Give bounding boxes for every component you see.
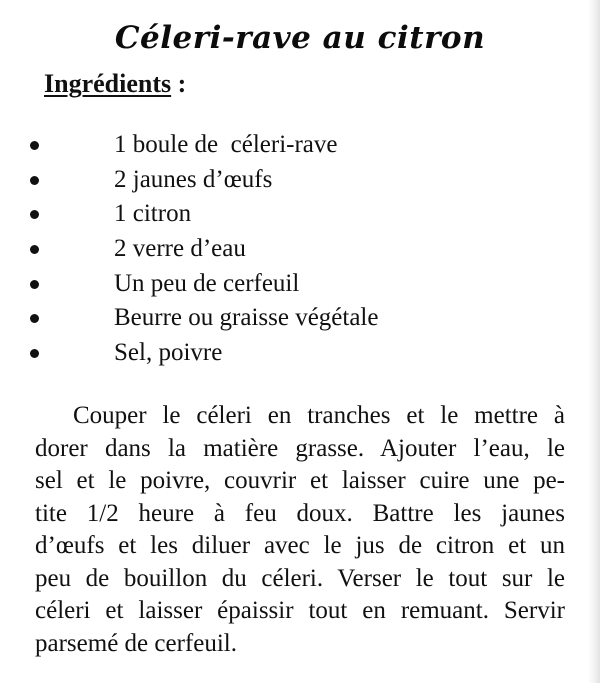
instructions-line: peu de bouillon du céleri. Verser le tout sur le — [35, 564, 565, 592]
ingredients-heading — [44, 69, 186, 99]
instructions-line: d’œufs et les diluer avec le jus de citron et un — [35, 532, 565, 559]
bullet-icon — [30, 349, 39, 358]
instructions-line: tite 1/2 heure à feu doux. Battre les jaunes — [35, 499, 565, 527]
recipe-title: Céleri-rave au citron — [114, 20, 486, 56]
bullet-icon — [30, 245, 39, 254]
bullet-icon — [30, 314, 39, 323]
ingredient-text: 1 citron — [114, 200, 192, 228]
page-edge-shadow — [588, 0, 600, 683]
bullet-icon — [30, 210, 39, 219]
ingredient-text: Un peu de cerfeuil — [114, 269, 300, 297]
ingredients-heading-label: Ingrédients — [44, 69, 172, 98]
bullet-icon — [30, 176, 39, 185]
ingredients-heading-colon: : — [171, 69, 187, 98]
ingredient-text: 2 verre d’eau — [114, 235, 246, 263]
instructions-line: céleri et laisser épaissir tout en remuant. Servir — [35, 597, 565, 624]
instructions-paragraph — [35, 400, 565, 660]
instructions-line: sel et le poivre, couvrir et laisser cuire une pe- — [35, 467, 565, 494]
instructions-line: Couper le céleri en tranches et le mettre à — [73, 402, 565, 429]
ingredient-text: 1 boule de céleri-rave — [114, 131, 338, 158]
ingredient-text: 2 jaunes d’œufs — [114, 165, 273, 193]
ingredient-text: Beurre ou graisse végétale — [114, 304, 379, 332]
bullet-icon — [30, 141, 39, 150]
instructions-line: parsemé de cerfeuil. — [35, 629, 237, 657]
instructions-line: dorer dans la matière grasse. Ajouter l’eau, le — [35, 434, 565, 462]
ingredient-text: Sel, poivre — [114, 339, 223, 367]
bullet-icon — [30, 280, 39, 289]
